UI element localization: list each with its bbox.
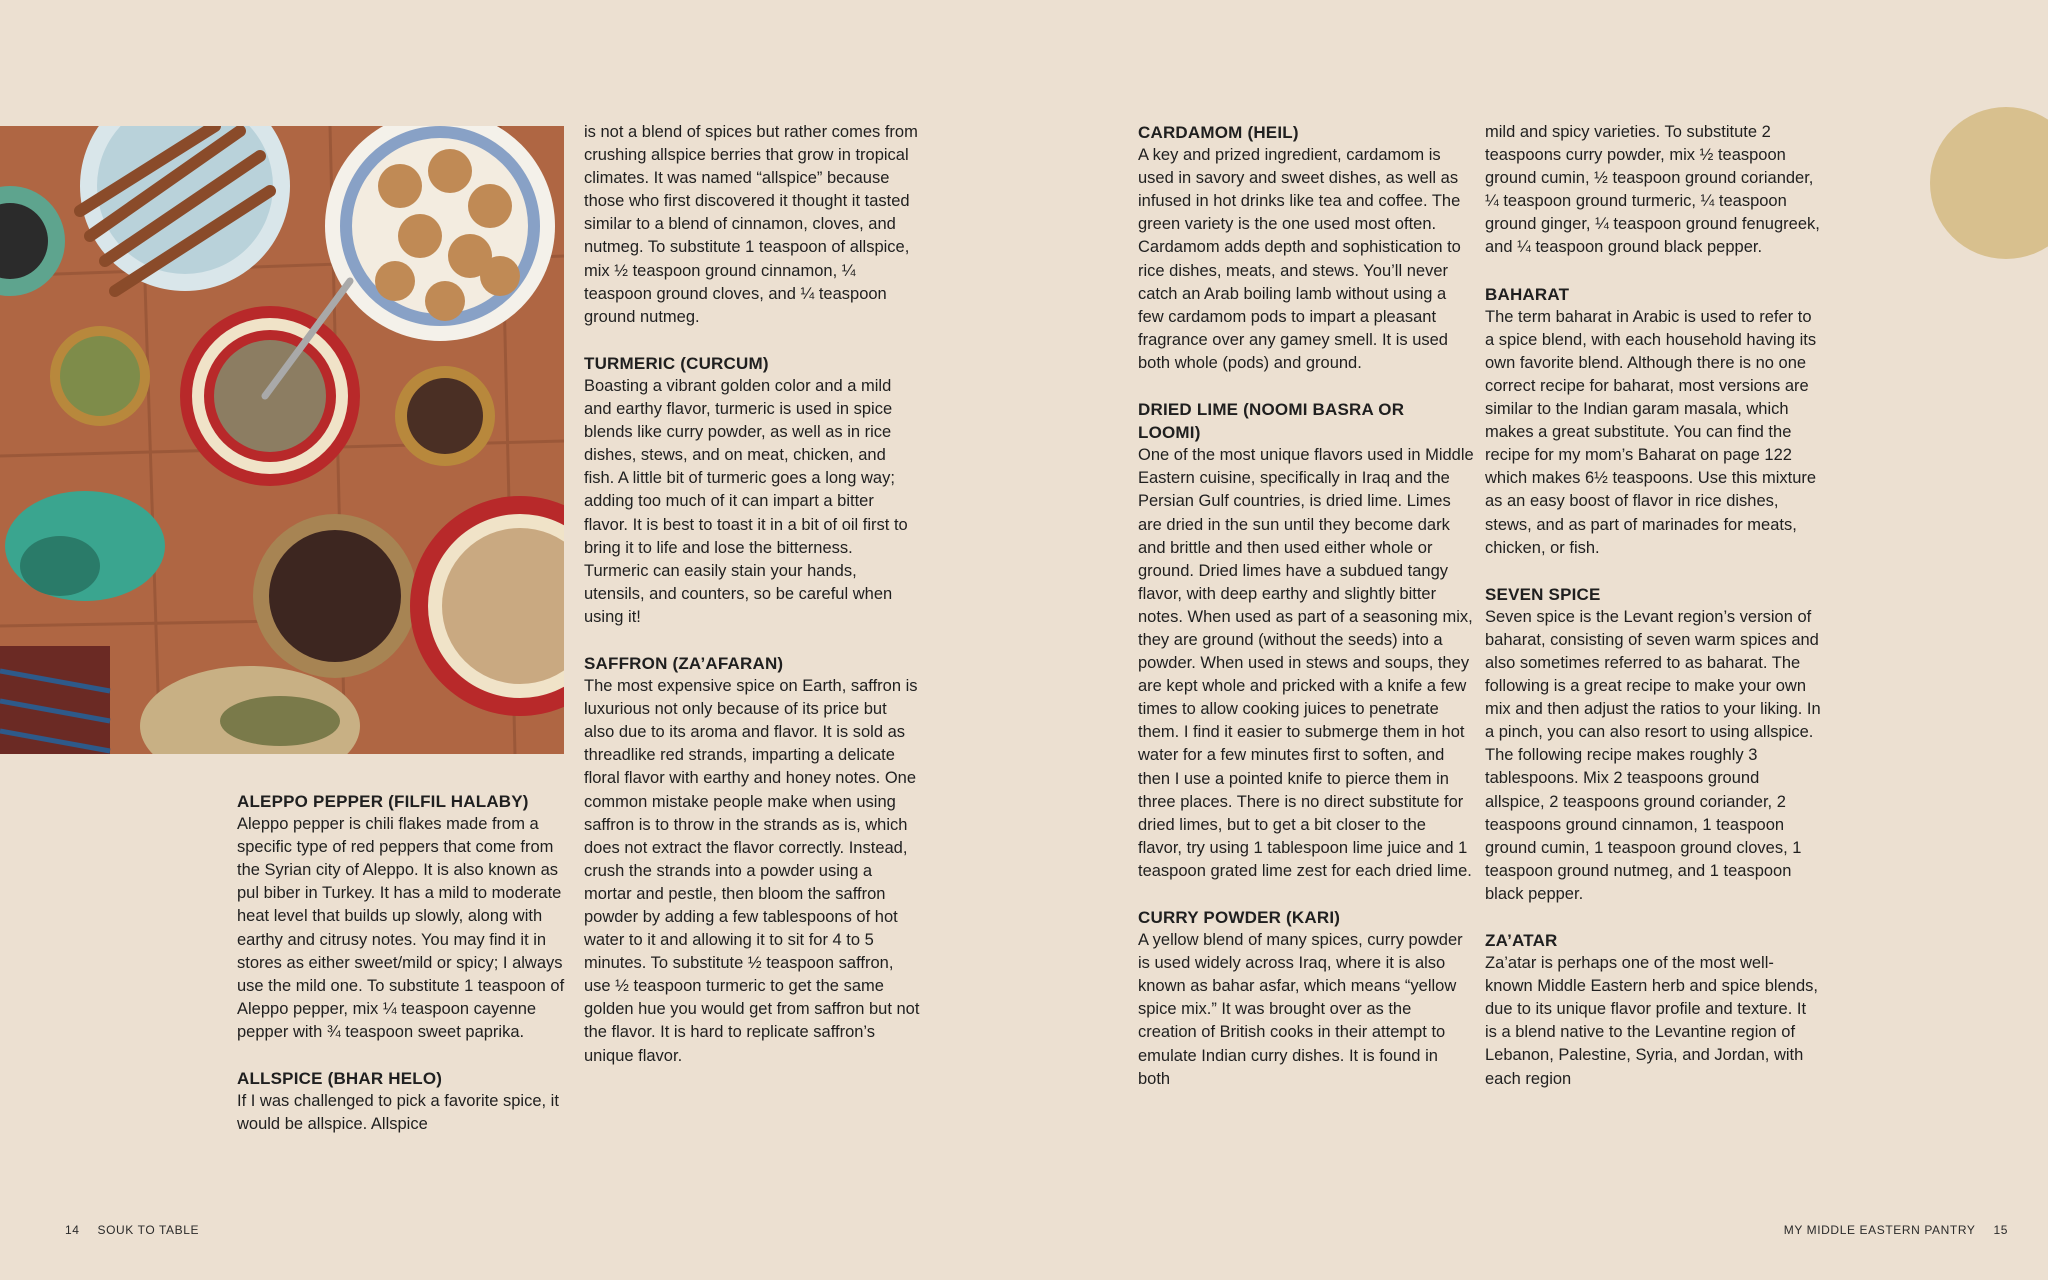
running-title-right: MY MIDDLE EASTERN PANTRY — [1783, 1223, 1976, 1237]
section-heading-saffron: SAFFRON (ZA’AFARAN) — [584, 653, 784, 673]
left-folio — [65, 1223, 213, 1237]
section-body-allspice-continued: is not a blend of spices but rather comes from crushing allspice berries that grow in tropical climates. It was named “allspice” because those who first discovered it thought it tasted similar to a blend of cinnamon, cloves, and nutmeg. To substitute 1 teaspoon of allspice, mix ½ teaspoon ground cinnamon, ¼ teaspoon ground cloves, and ¼ teaspoon ground nutmeg. — [584, 123, 918, 326]
running-title-left: SOUK TO TABLE — [97, 1223, 200, 1237]
section-heading-zaatar: ZA’ATAR — [1485, 931, 1558, 950]
section-heading-cardamom: CARDAMOM (HEIL) — [1138, 123, 1299, 142]
right-column-1 — [1138, 121, 1474, 1091]
section-body-baharat: The term baharat in Arabic is used to refer to a spice blend, with each household having its own favorite blend. Although there is no one correct recipe for baharat, most versions are similar to the Indian garam masala, which makes a great substitute. You can find the recipe for my mom’s Baharat on page 122 which makes 6½ teaspoons. Use this mixture as an easy boost of flavor in rice dishes, stews, and as part of marinades for meats, chicken, or fish. — [1485, 307, 1817, 557]
section-body-aleppo-pepper: Aleppo pepper is chili flakes made from a specific type of red peppers that come from the Syrian city of Aleppo. It is also known as pul biber in Turkey. It has a mild to moderate heat level that builds up slowly, along with earthy and citrusy notes. You may find it in stores as either sweet/mild or spicy; I always use the mild one. To substitute 1 teaspoon of Aleppo pepper, mix ¼ teaspoon cayenne pepper with ¾ teaspoon sweet paprika. — [237, 815, 565, 1041]
section-body-dried-lime: One of the most unique flavors used in Middle Eastern cuisine, specifically in Iraq and the Persian Gulf countries, is dried lime. Limes are dried in the sun until they become dark and brittle and then used either whole or ground. Dried limes have a subdued tangy flavor, with deep earthy and slightly bitter notes. When used as part of a seasoning mix, they are ground (without the seeds) into a powder. When used in stews and soups, they are kept whole and pricked with a knife a few times to allow cooking juices to penetrate them. I find it easier to submerge them in hot water for a few minutes first to soften, and then I use a pointed knife to pierce them in three places. There is no direct substitute for dried limes, but to get a bit closer to the flavor, try using 1 tablespoon lime juice and 1 teaspoon grated lime zest for each dried lime. — [1138, 446, 1474, 880]
section-heading-curry-powder: CURRY POWDER (KARI) — [1138, 908, 1341, 927]
left-column-1 — [237, 790, 573, 1136]
section-heading-turmeric: TURMERIC (CURCUM) — [584, 353, 769, 373]
page-number-left: 14 — [65, 1223, 80, 1237]
section-body-seven-spice: Seven spice is the Levant region’s version of baharat, consisting of seven warm spices and also sometimes referred to as baharat. The following is a great recipe to make your own mix and then adjust the ratios to your liking. In a pinch, you can also resort to using allspice. The following recipe makes roughly 3 tablespoons. Mix 2 teaspoons ground allspice, 2 teaspoons ground coriander, 2 teaspoons ground cinnamon, 1 teaspoon ground cumin, 1 teaspoon ground cloves, 1 teaspoon ground nutmeg, and 1 teaspoon black pepper. — [1485, 607, 1821, 903]
section-body-saffron: The most expensive spice on Earth, saffron is luxurious not only because of its price but also due to its aroma and flavor. It is sold as threadlike red strands, imparting a delicate floral flavor with earthy and honey notes. One common mistake people make when using saffron is to throw in the strands as is, which does not extract the flavor correctly. Instead, crush the strands into a powder using a mortar and pestle, then bloom the saffron powder by adding a few tablespoons of hot water to it and allowing it to sit for 4 to 5 minutes. To substitute ½ teaspoon saffron, use ½ teaspoon turmeric to get the same golden hue you would get from saffron but not the flavor. It is hard to replicate saffron’s unique flavor. — [584, 677, 920, 1065]
right-column-2 — [1485, 121, 1821, 1091]
section-heading-baharat: BAHARAT — [1485, 284, 1570, 304]
section-body-allspice: If I was challenged to pick a favorite spice, it would be allspice. Allspice — [237, 1092, 559, 1134]
page-number-right: 15 — [1993, 1223, 2008, 1237]
section-body-curry-powder-continued: mild and spicy varieties. To substitute 2 teaspoons curry powder, mix ½ teaspoon ground cumin, ½ teaspoon ground coriander, ¼ teaspoon ground turmeric, ¼ teaspoon ground ginger, ¼ teaspoon ground fenugreek, and ¼ teaspoon ground black pepper. — [1485, 123, 1820, 257]
left-column-2 — [584, 121, 920, 1068]
right-page — [1024, 0, 2048, 1280]
right-folio — [1784, 1223, 2008, 1237]
section-body-cardamom: A key and prized ingredient, cardamom is used in savory and sweet dishes, as well as infused in hot drinks like tea and coffee. The green variety is the one used most often. Cardamom adds depth and sophistication to rice dishes, meats, and stews. You’ll never catch an Arab boiling lamb without using a few cardamom pods to impart a pleasant fragrance over any gamey smell. It is used both whole (pods) and ground. — [1138, 146, 1461, 372]
section-heading-seven-spice: SEVEN SPICE — [1485, 584, 1601, 604]
section-body-curry-powder: A yellow blend of many spices, curry powder is used widely across Iraq, where it is also known as bahar asfar, which means “yellow spice mix.” It was brought over as the creation of British cooks in their attempt to emulate Indian curry dishes. It is found in both — [1138, 931, 1463, 1088]
decorative-circle — [1930, 107, 2048, 259]
section-body-turmeric: Boasting a vibrant golden color and a mild and earthy flavor, turmeric is used in spice blends like curry powder, as well as in rice dishes, stews, and on meat, chicken, and fish. A little bit of turmeric goes a long way; adding too much of it can impart a bitter flavor. It is best to toast it in a bit of oil first to bring it to life and lose the bitterness. Turmeric can easily stain your hands, utensils, and counters, so be careful when using it! — [584, 376, 908, 626]
section-heading-dried-lime: DRIED LIME (NOOMI BASRA OR LOOMI) — [1138, 400, 1405, 443]
spice-photo-illustration — [0, 126, 564, 754]
spice-bowls-photo — [0, 126, 564, 754]
section-body-zaatar: Za’atar is perhaps one of the most well-known Middle Eastern herb and spice blends, due to its unique flavor profile and texture. It is a blend native to the Levantine region of Lebanon, Palestine, Syria, and Jordan, with each region — [1485, 954, 1818, 1088]
section-heading-aleppo-pepper: ALEPPO PEPPER (FILFIL HALABY) — [237, 792, 529, 811]
section-heading-allspice: ALLSPICE (BHAR HELO) — [237, 1069, 443, 1089]
